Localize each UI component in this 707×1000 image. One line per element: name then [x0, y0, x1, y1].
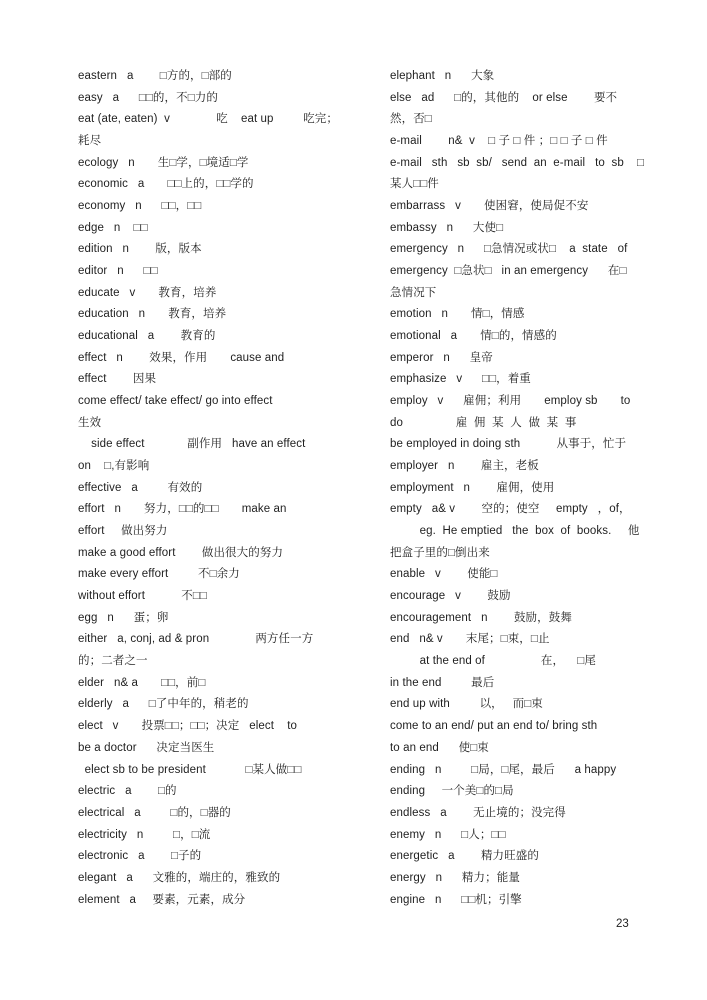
glossary-text-line: eat (ate, eaten) v 吃 eat up 吃完；: [78, 113, 338, 126]
glossary-text-line: editor n □□: [78, 265, 158, 278]
glossary-text-line: egg n 蛋；卵: [78, 611, 169, 624]
glossary-text-line: enable v 使能□: [390, 568, 498, 581]
glossary-text-line: 某人□□件: [390, 178, 439, 191]
glossary-text-line: 的；二者之一: [78, 655, 148, 668]
glossary-text-line: energy n 精力；能量: [390, 871, 520, 884]
glossary-text-line: education n 教育，培养: [78, 308, 227, 321]
glossary-text-line: edition n 版，版本: [78, 243, 202, 256]
glossary-text-line: e-mail sth sb sb/ send an e-mail to sb □: [390, 156, 645, 169]
glossary-text-line: emphasize v □□，着重: [390, 373, 531, 386]
glossary-text-line: educate v 教育，培养: [78, 286, 217, 299]
glossary-text-line: 生效: [78, 416, 102, 429]
glossary-text-line: element a 要素，元素，成分: [78, 893, 246, 906]
glossary-text-line: elect v 投票□□；□□；决定 elect to: [78, 720, 298, 733]
glossary-text-line: elephant n 大象: [390, 70, 495, 82]
glossary-text-line: encouragement n 鼓励，鼓舞: [390, 611, 572, 624]
glossary-text-line: encourage v 鼓励: [390, 590, 511, 603]
glossary-text-line: ending n □局，□尾，最后 a happy: [390, 763, 617, 776]
glossary-text-line: emotional a 情□的，情感的: [390, 330, 557, 343]
glossary-text-line: employer n 雇主，老板: [390, 460, 539, 473]
glossary-text-line: to an end 使□束: [390, 741, 489, 754]
glossary-text-line: emergency □急状□ in an emergency 在□: [390, 265, 627, 278]
glossary-text-line: else ad □的，其他的 or else 要不: [390, 91, 618, 104]
glossary-text-line: eastern a □方的，□部的: [78, 70, 232, 82]
glossary-text-line: emergency n □急情况或状□ a state of: [390, 243, 628, 256]
glossary-text-line: easy a □□的，不□力的: [78, 91, 218, 104]
glossary-text-line: without effort 不□□: [78, 590, 207, 603]
glossary-text-line: economy n □□，□□: [78, 200, 202, 213]
glossary-text-line: electricity n □，□流: [78, 828, 211, 841]
glossary-text-line: effect n 效果，作用 cause and: [78, 351, 285, 364]
glossary-text-line: in the end 最后: [390, 676, 495, 689]
glossary-text-line: elegant a 文雅的，端庄的，雅致的: [78, 871, 281, 884]
glossary-text-line: ecology n 生□学，□境适□学: [78, 156, 249, 169]
glossary-text-line: emotion n 情□，情感: [390, 308, 525, 321]
glossary-text-line: educational a 教育的: [78, 330, 216, 343]
glossary-text-line: 急情况下: [390, 286, 437, 299]
glossary-text-line: elder n& a □□，前□: [78, 676, 206, 689]
glossary-text-line: make every effort 不□余力: [78, 568, 240, 581]
glossary-text-line: at the end of 在， □尾: [390, 655, 596, 668]
glossary-text-line: engine n □□机；引擎: [390, 893, 522, 906]
glossary-text-line: 然，否□: [390, 113, 432, 126]
glossary-text-line: effect 因果: [78, 373, 157, 386]
glossary-column-right: [390, 66, 690, 911]
glossary-text-line: make a good effort 做出很大的努力: [78, 546, 284, 559]
glossary-text-line: employ v 雇佣；利用 employ sb to: [390, 395, 631, 408]
glossary-text-line: e-mail n& v □ 子 □ 件 ；□ □ 子 □ 件: [390, 135, 608, 148]
glossary-text-line: come effect/ take effect/ go into effect: [78, 395, 273, 408]
glossary-text-line: effort n 努力，□□的□□ make an: [78, 503, 287, 516]
glossary-text-line: either a, conj, ad & pron 两方任一方: [78, 633, 314, 646]
glossary-text-line: eg. He emptied the box of books. 他: [390, 525, 640, 538]
glossary-text-line: employment n 雇佣，使用: [390, 481, 555, 494]
page-number: 23: [616, 918, 629, 930]
glossary-text-line: do 雇 佣 某 人 做 某 事: [390, 416, 577, 429]
glossary-text-line: endless a 无止境的；没完得: [390, 806, 566, 819]
glossary-text-line: be employed in doing sth 从事于，忙于: [390, 438, 627, 451]
glossary-text-line: embarrass v 使困窘，使局促不安: [390, 200, 589, 213]
glossary-text-line: electric a □的: [78, 785, 177, 798]
glossary-text-line: end up with 以， 而□束: [390, 698, 543, 711]
glossary-text-line: economic a □□上的，□□学的: [78, 178, 254, 191]
glossary-text-line: effort 做出努力: [78, 525, 168, 538]
glossary-text-line: on □,有影响: [78, 460, 150, 473]
glossary-text-line: side effect 副作用 have an effect: [78, 438, 306, 451]
glossary-text-line: end n& v 末尾；□束，□止: [390, 633, 550, 646]
glossary-text-line: effective a 有效的: [78, 481, 203, 494]
glossary-text-line: come to an end/ put an end to/ bring sth: [390, 720, 598, 733]
glossary-column-left: [78, 66, 378, 911]
glossary-text-line: enemy n □人；□□: [390, 828, 506, 841]
glossary-text-line: elderly a □了中年的，稍老的: [78, 698, 249, 711]
glossary-text-line: energetic a 精力旺盛的: [390, 850, 539, 863]
glossary-text-line: 耗尽: [78, 135, 102, 148]
glossary-text-line: electronic a □子的: [78, 850, 202, 863]
glossary-text-line: embassy n 大使□: [390, 221, 504, 234]
glossary-text-line: edge n □□: [78, 221, 148, 234]
glossary-text-line: electrical a □的，□器的: [78, 806, 231, 819]
glossary-text-line: be a doctor 决定当医生: [78, 741, 215, 754]
glossary-text-line: empty a& v 空的；使空 empty ，of，: [390, 503, 631, 516]
glossary-text-line: elect sb to be president □某人做□□: [78, 763, 302, 776]
glossary-text-line: 把盒子里的□倒出来: [390, 546, 490, 559]
glossary-text-line: ending 一个美□的□局: [390, 785, 514, 798]
glossary-text-line: emperor n 皇帝: [390, 351, 493, 364]
